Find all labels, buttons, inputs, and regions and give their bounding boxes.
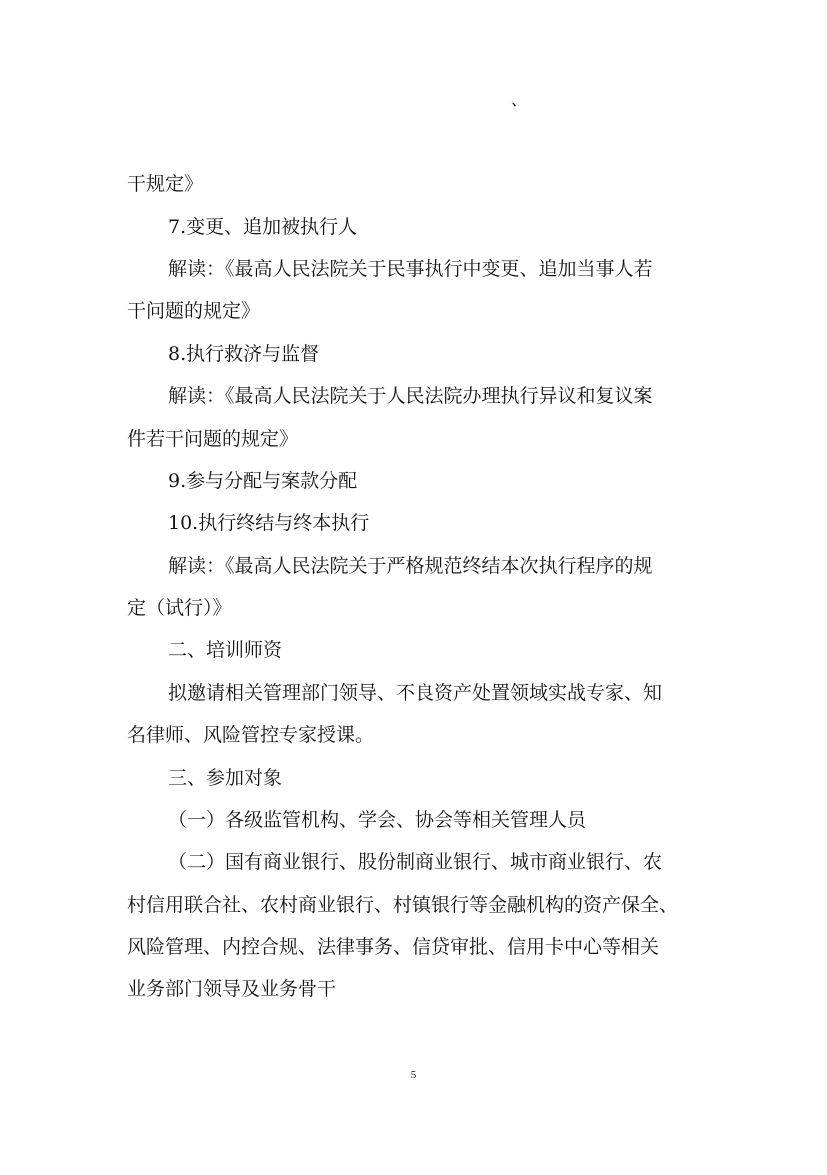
line-text: （二）国有商业银行、股份制商业银行、城市商业银行、农 [168,851,663,873]
text-line [0,508,827,538]
text-line [0,678,827,708]
line-text: 10.执行终结与终本执行 [168,512,370,534]
line-text: 名律师、风险管控专家授课。 [127,724,375,746]
text-line [0,847,827,877]
line-text: 二、培训师资 [168,639,283,661]
text-line [0,424,827,454]
text-line [0,974,827,1004]
line-text: 业务部门领导及业务骨干 [127,978,337,1000]
line-text: 定（试行）》 [127,597,232,619]
text-line [0,932,827,962]
text-line [0,890,827,920]
text-line [0,254,827,284]
text-line [0,381,827,411]
text-line [0,593,827,623]
line-text: 9.参与分配与案款分配 [168,470,358,492]
text-line [0,805,827,835]
line-text: 三、参加对象 [168,767,283,789]
line-text: （一）各级监管机构、学会、协会等相关管理人员 [168,809,587,831]
line-text: 解读：《最高人民法院关于人民法院办理执行异议和复议案 [168,385,653,407]
text-line [0,635,827,665]
text-line [0,466,827,496]
line-text: 干规定》 [127,173,204,195]
text-line [0,763,827,793]
text-line [0,169,827,199]
text-line [0,296,827,326]
line-text: 解读：《最高人民法院关于民事执行中变更、追加当事人若 [168,258,653,280]
text-line [0,339,827,369]
line-text: 解读：《最高人民法院关于严格规范终结本次执行程序的规 [168,555,653,577]
text-line [0,212,827,242]
page-number: 5 [410,1069,417,1081]
text-line [0,720,827,750]
line-text: 8.执行救济与监督 [168,343,320,365]
line-text: 件若干问题的规定》 [127,428,299,450]
line-text: 7.变更、追加被执行人 [168,216,358,238]
line-text: 风险管理、内控合规、法律事务、信贷审批、信用卡中心等相关 [127,936,660,958]
line-text: 拟邀请相关管理部门领导、不良资产处置领域实战专家、知 [168,682,663,704]
line-text: 干问题的规定》 [127,300,261,322]
header-mark: 、 [511,90,528,109]
line-text: 村信用联合社、农村商业银行、村镇银行等金融机构的资产保全、 [127,894,679,916]
text-line [0,551,827,581]
